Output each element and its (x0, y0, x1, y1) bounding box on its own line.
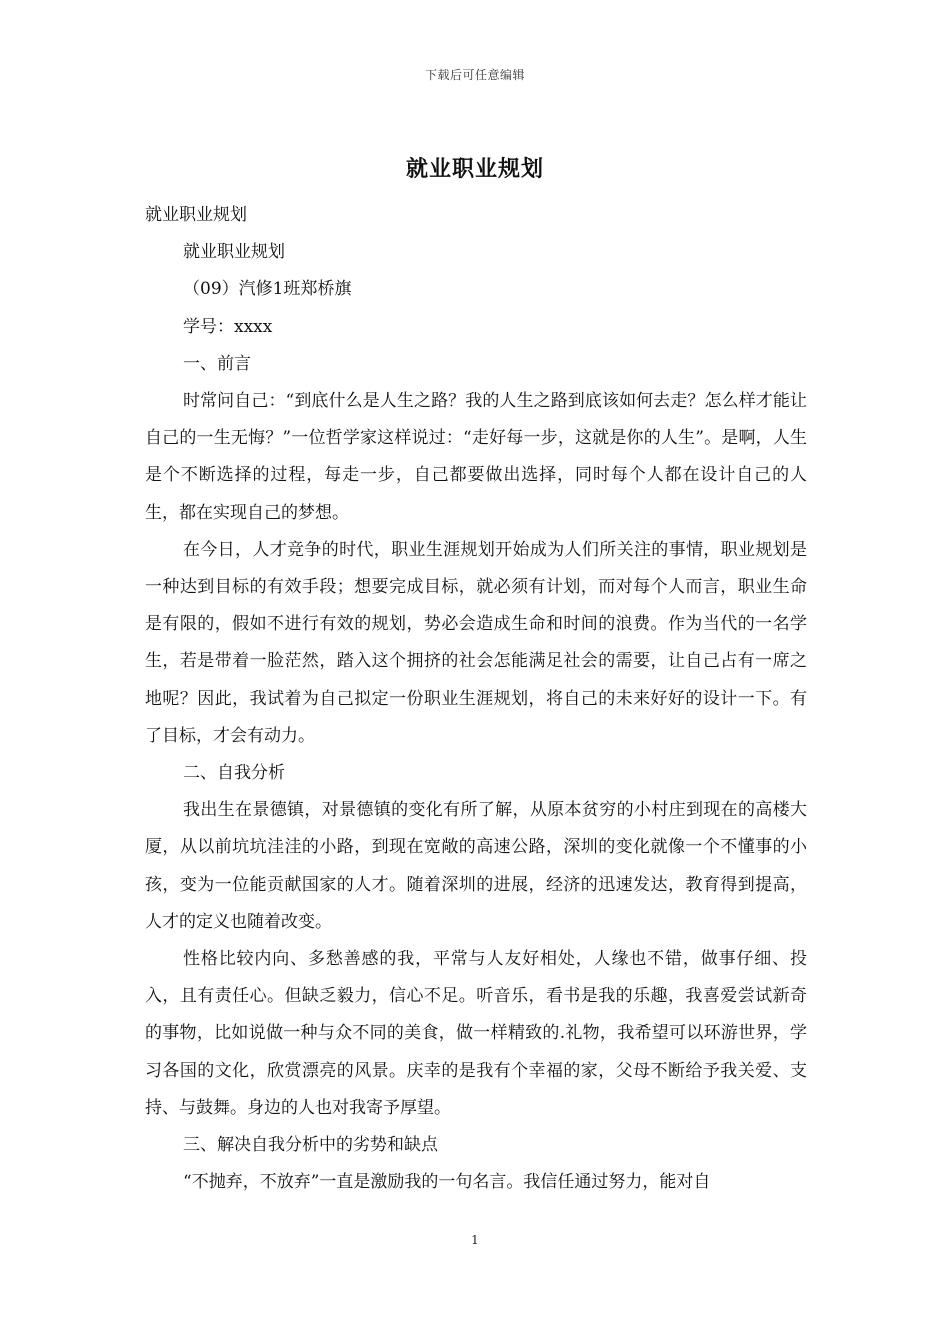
document-title: 就业职业规划 (405, 156, 544, 182)
author-line: （09）汽修1班郑桥旗 (183, 279, 352, 300)
paragraph: 时常问自己：“到底什么是人生之路？我的人生之路到底该如何去走？怎么样才能让自己的一生无悔？”一位哲学家这样说过：“走好每一步，这就是你的人生”。是啊，人生是个不断选择的过程，每走一步，自己都要做出选择，同时每个人都在设计自己的人生，都在实现自己的梦想。 (145, 391, 807, 523)
header-note: 下载后可任意编辑 (424, 68, 525, 82)
paragraph: 在今日，人才竞争的时代，职业生涯规划开始成为人们所关注的事情，职业规划是一种达到目标的有效手段；想要完成目标，就必须有计划，而对每个人而言，职业生命是有限的，假如不进行有效的规划，势必会造成生命和时间的浪费。作为当代的一名学生，若是带着一脸茫然，踏入这个拥挤的社会怎能满足社会的需要，让自己占有一席之地呢？因此，我试着为自己拟定一份职业生涯规划，将自己的未来好好的设计一下。有了目标，才会有动力。 (145, 539, 807, 746)
page-number: 1 (471, 1233, 479, 1247)
student-id: 学号：xxxx (183, 316, 273, 337)
paragraph: 性格比较内向、多愁善感的我，平常与人友好相处，人缘也不错，做事仔细、投入，且有责任心。但缺乏毅力，信心不足。听音乐，看书是我的乐趣，我喜爱尝试新奇的事物，比如说做一种与众不同的美食，做一样精致的.礼物，我希望可以环游世界，学习各国的文化，欣赏漂亮的风景。庆幸的是我有个幸福的家，父母不断给予我关爱、支持、与鼓舞。身边的人也对我寄予厚望。 (145, 949, 807, 1118)
section-heading-preface: 一、前言 (183, 353, 251, 374)
subtitle-line: 就业职业规划 (145, 205, 247, 225)
paragraph: “不抛弃，不放弃”一直是激励我的一句名言。我信任通过努力，能对自 (183, 1172, 711, 1193)
document-body (145, 197, 807, 1201)
subtitle-repeat: 就业职业规划 (183, 242, 285, 263)
section-heading-weaknesses: 三、解决自我分析中的劣势和缺点 (183, 1135, 438, 1156)
section-heading-self-analysis: 二、自我分析 (183, 763, 285, 784)
paragraph: 我出生在景德镇，对景德镇的变化有所了解，从原本贫穷的小村庄到现在的高楼大厦，从以前坑坑洼洼的小路，到现在宽敞的高速公路，深圳的变化就像一个不懂事的小孩，变为一位能贡献国家的人才。随着深圳的进展，经济的迅速发达，教育得到提高，人才的定义也随着改变。 (145, 800, 807, 932)
